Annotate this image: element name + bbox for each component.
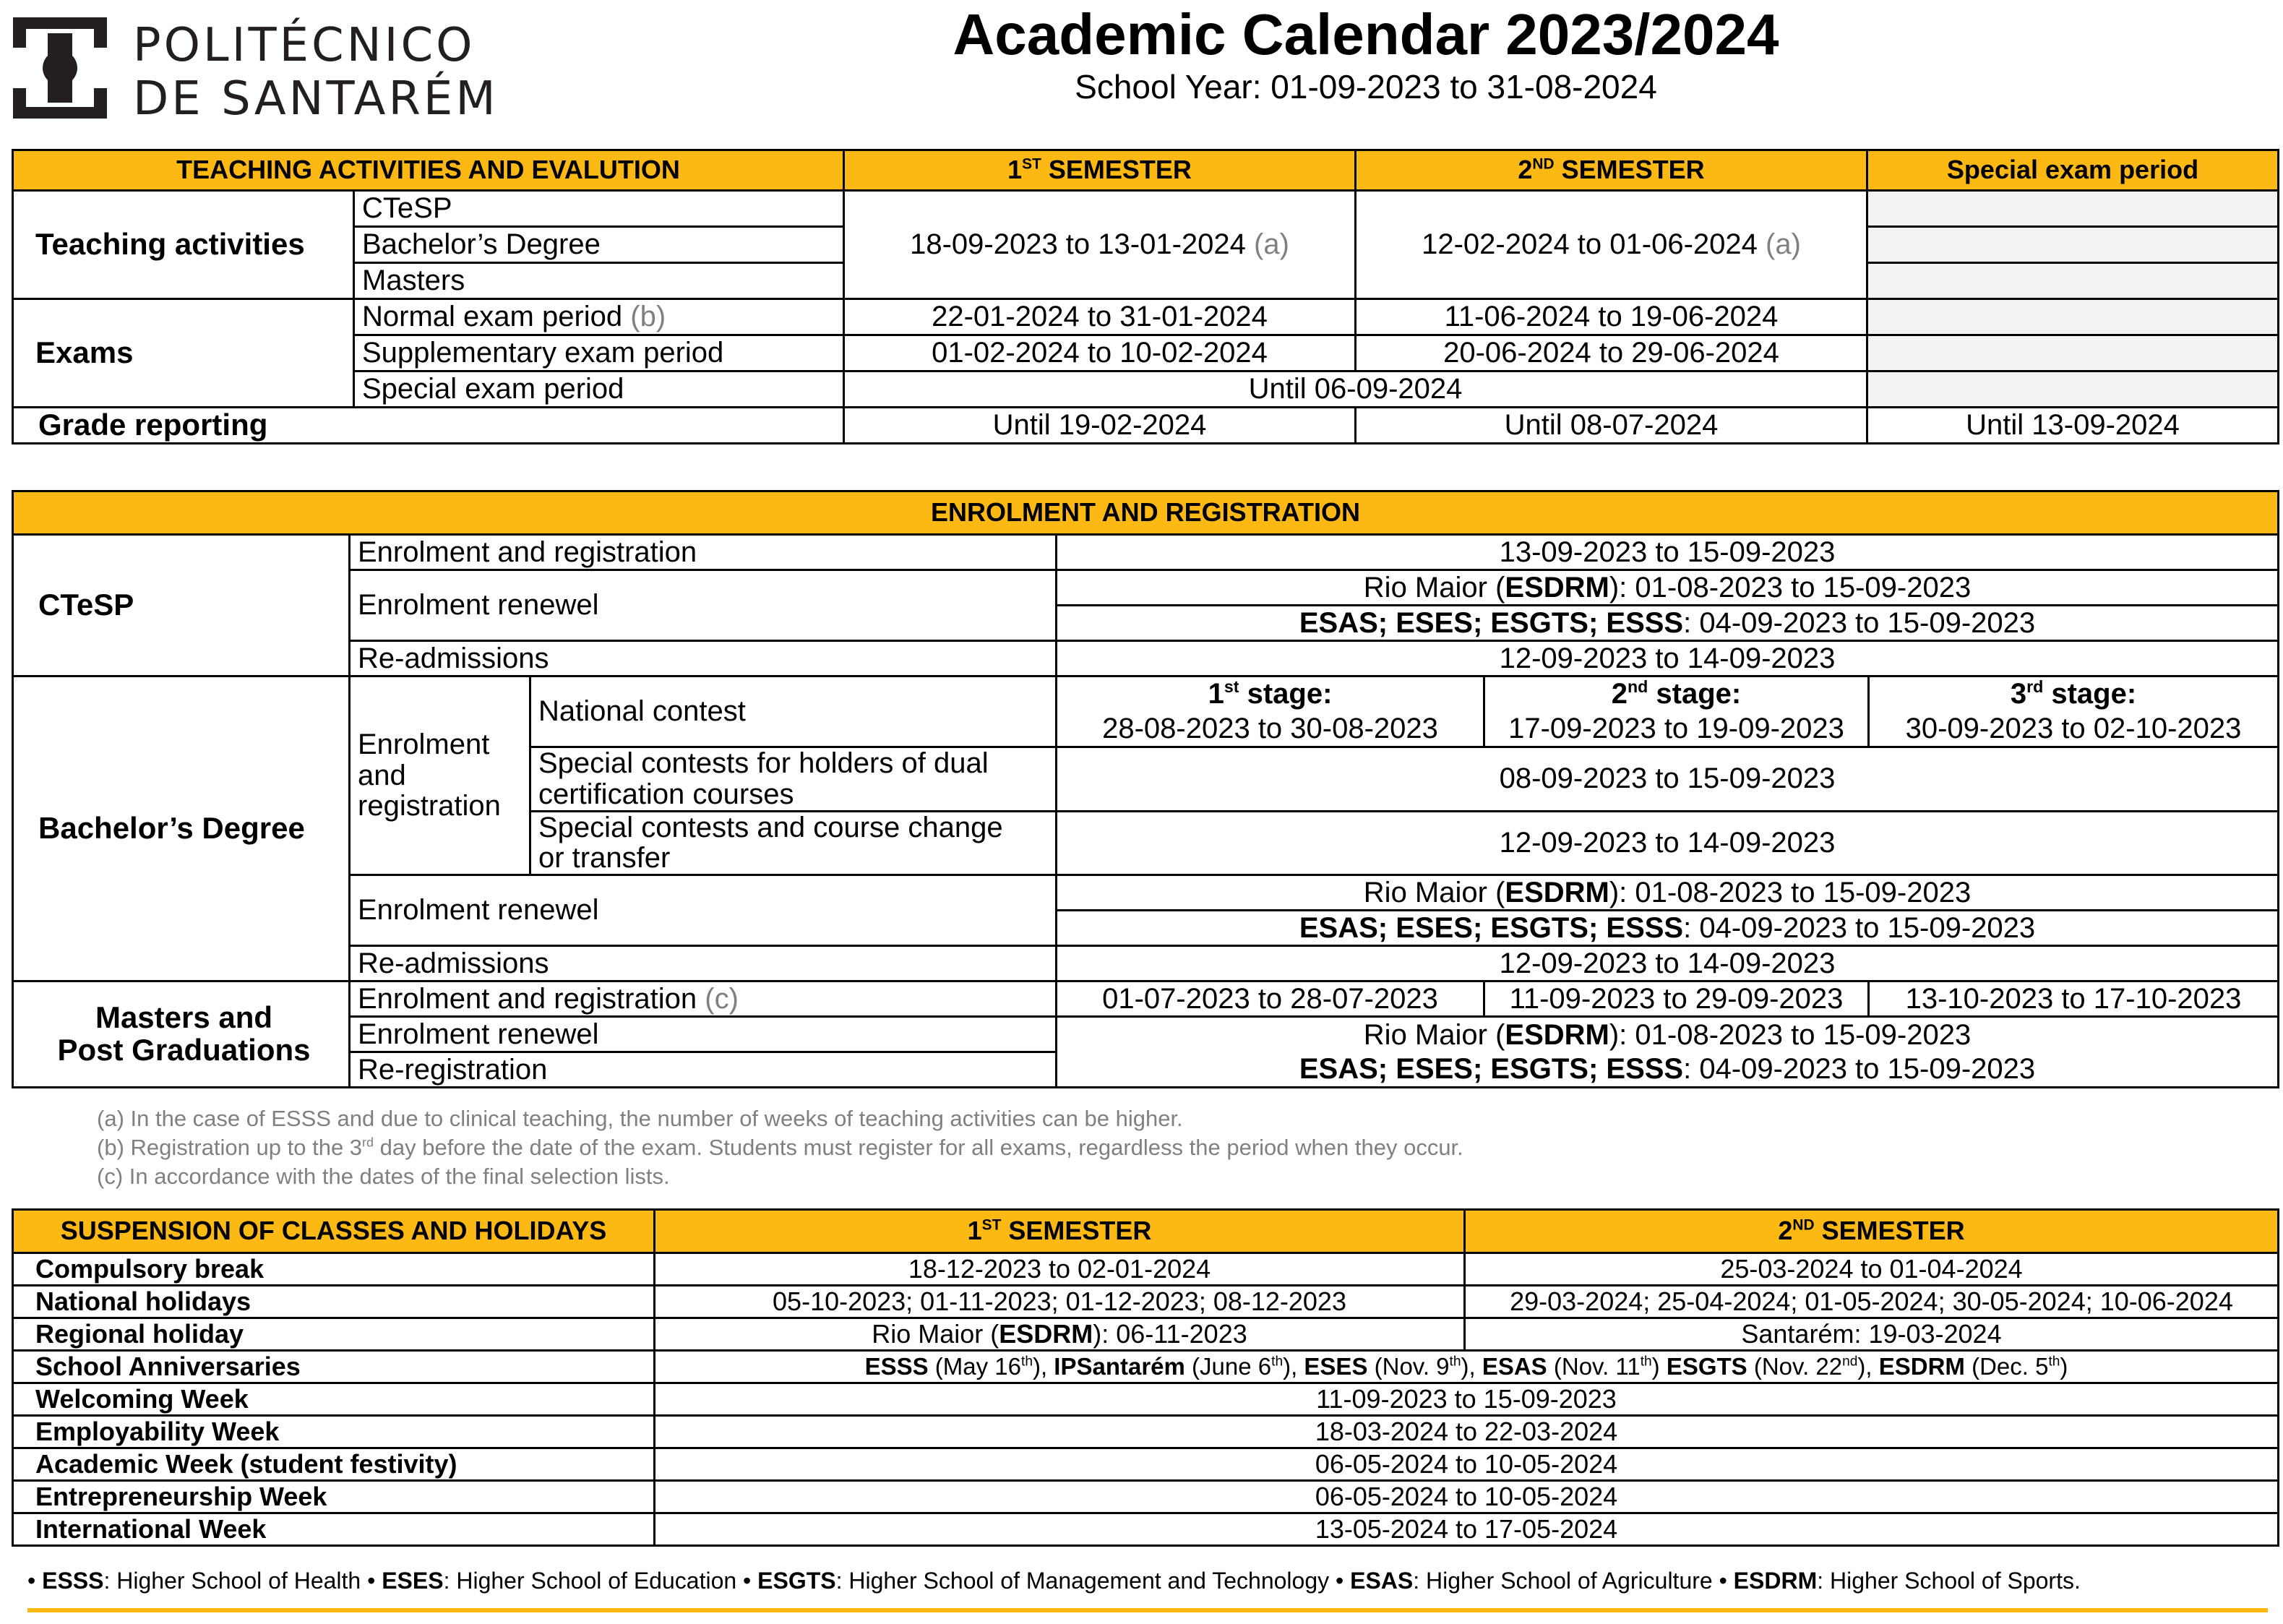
- header-teaching-activities: TEACHING ACTIVITIES AND EVALUTION: [13, 150, 844, 191]
- bachelor-renewal-label: Enrolment renewel: [350, 875, 1057, 946]
- special-change-label: Special contests and course change or transfer: [530, 811, 1057, 875]
- regional-holiday-sem1: Rio Maior (ESDRM): 06-11-2023: [655, 1318, 1465, 1351]
- table-row: [13, 1351, 2279, 1383]
- compulsory-break-sem1: 18-12-2023 to 02-01-2024: [655, 1253, 1465, 1286]
- entrepreneurship-week-label: Entrepreneurship Week: [13, 1481, 655, 1513]
- table-row: [13, 1052, 2279, 1088]
- regional-holiday-label: Regional holiday: [13, 1318, 655, 1351]
- regional-holiday-sem2: Santarém: 19-03-2024: [1465, 1318, 2279, 1351]
- reregistration-label: Re-registration: [350, 1052, 1057, 1088]
- renewal-rio-maior: Rio Maior (ESDRM): 01-08-2023 to 15-09-2023: [1057, 570, 2279, 606]
- table-row: [13, 570, 2279, 606]
- anniversaries-value: ESSS (May 16th), IPSantarém (June 6th), ESES (Nov. 9th), ESAS (Nov. 11th) ESGTS (Nov. 22nd), ESDRM (Dec. 5th): [655, 1351, 2279, 1383]
- welcoming-week-label: Welcoming Week: [13, 1383, 655, 1416]
- header-1st-semester: 1ST SEMESTER: [844, 150, 1356, 191]
- table-row: [13, 408, 2279, 444]
- ctesp-label: CTeSP: [13, 535, 350, 676]
- masters-enrol-3: 13-10-2023 to 17-10-2023: [1869, 981, 2279, 1017]
- masters-renewal-label: Enrolment renewel: [350, 1017, 1057, 1052]
- academic-week-label: Academic Week (student festivity): [13, 1448, 655, 1481]
- header-enrolment: ENROLMENT AND REGISTRATION: [13, 491, 2279, 535]
- ctesp-enrol-dates: 13-09-2023 to 15-09-2023: [1057, 535, 2279, 570]
- normal-exam-sem1: 22-01-2024 to 31-01-2024: [844, 299, 1356, 335]
- bullet-icon: •: [27, 1568, 36, 1594]
- welcoming-week-dates: 11-09-2023 to 15-09-2023: [655, 1383, 2279, 1416]
- program-bachelor: Bachelor’s Degree: [354, 227, 844, 263]
- national-holidays-label: National holidays: [13, 1286, 655, 1318]
- international-week-label: International Week: [13, 1513, 655, 1546]
- school-abbreviations-legend: • ESSS: Higher School of Health • ESES: Higher School of Education • ESGTS: Higher School of Management and Technology • ESAS: Higher School of Agriculture • ESDRM: Higher School of Sports.: [27, 1568, 2081, 1594]
- header-special-exam-period: Special exam period: [1867, 150, 2279, 191]
- national-holidays-sem1: 05-10-2023; 01-11-2023; 01-12-2023; 08-12-2023: [655, 1286, 1465, 1318]
- readmissions-label: Re-admissions: [350, 641, 1057, 676]
- teaching-activities-label: Teaching activities: [13, 191, 354, 299]
- employability-week-label: Employability Week: [13, 1416, 655, 1448]
- institution-name-line2: DE SANTARÉM: [133, 72, 499, 126]
- national-holidays-sem2: 29-03-2024; 25-04-2024; 01-05-2024; 30-05-2024; 10-06-2024: [1465, 1286, 2279, 1318]
- header-2nd-semester: 2ND SEMESTER: [1465, 1210, 2279, 1253]
- note-c: (c) In accordance with the dates of the final selection lists.: [97, 1164, 670, 1189]
- table-row: [13, 1513, 2279, 1546]
- special-dual-label: Special contests for holders of dual certification courses: [530, 747, 1057, 812]
- note-b: (b) Registration up to the 3rd day before the date of the exam. Students must register for all exams, regardless the period when they occur.: [97, 1135, 1463, 1160]
- masters-enrol-label: Enrolment and registration (c): [350, 981, 1057, 1017]
- masters-label: Masters and Post Graduations: [13, 981, 350, 1088]
- bullet-icon: •: [1719, 1568, 1727, 1594]
- stage-1-label: 1st stage:: [1057, 676, 1484, 712]
- normal-exam-label: Normal exam period (b): [354, 299, 844, 335]
- renewal-label: Enrolment renewel: [350, 570, 1057, 641]
- empty-cell: [1867, 263, 2279, 299]
- table-row: [13, 1017, 2279, 1052]
- readmission-dates: 12-09-2023 to 14-09-2023: [1057, 641, 2279, 676]
- empty-cell: [1867, 191, 2279, 227]
- empty-cell: [1867, 371, 2279, 408]
- supplementary-exam-sem2: 20-06-2024 to 29-06-2024: [1356, 335, 1867, 371]
- grade-sem2: Until 08-07-2024: [1356, 408, 1867, 444]
- international-week-dates: 13-05-2024 to 17-05-2024: [655, 1513, 2279, 1546]
- anniversaries-label: School Anniversaries: [13, 1351, 655, 1383]
- table-row: [13, 875, 2279, 911]
- supplementary-exam-sem1: 01-02-2024 to 10-02-2024: [844, 335, 1356, 371]
- empty-cell: [1867, 227, 2279, 263]
- table-header-row: [13, 150, 2279, 191]
- table-header-row: [13, 491, 2279, 535]
- bullet-icon: •: [367, 1568, 376, 1594]
- table-row: [13, 191, 2279, 227]
- grade-reporting-label: Grade reporting: [13, 408, 844, 444]
- teaching-activities-table: [12, 149, 2279, 444]
- masters-renewal-rio-maior: Rio Maior (ESDRM): 01-08-2023 to 15-09-2023: [1057, 1017, 2279, 1052]
- table-row: [13, 676, 2279, 712]
- school-year: School Year: 01-09-2023 to 31-08-2024: [1075, 68, 1657, 106]
- stage-2-dates: 17-09-2023 to 19-09-2023: [1484, 712, 1869, 747]
- exams-label: Exams: [13, 299, 354, 408]
- politecnico-logo-icon: [13, 17, 107, 119]
- page-title: Academic Calendar 2023/2024: [953, 2, 1779, 66]
- compulsory-break-sem2: 25-03-2024 to 01-04-2024: [1465, 1253, 2279, 1286]
- masters-enrol-1: 01-07-2023 to 28-07-2023: [1057, 981, 1484, 1017]
- special-dual-dates: 08-09-2023 to 15-09-2023: [1057, 747, 2279, 812]
- renewal-others: ESAS; ESES; ESGTS; ESSS: 04-09-2023 to 15-09-2023: [1057, 606, 2279, 641]
- table-row: [13, 1253, 2279, 1286]
- holidays-table: [12, 1208, 2279, 1547]
- footnotes: [97, 1104, 1463, 1191]
- enrolment-table: [12, 490, 2279, 1088]
- table-row: [13, 535, 2279, 570]
- empty-cell: [1867, 335, 2279, 371]
- empty-cell: [1867, 299, 2279, 335]
- national-contest-label: National contest: [530, 676, 1057, 747]
- teaching-sem1: 18-09-2023 to 13-01-2024 (a): [844, 191, 1356, 299]
- bachelor-renewal-others: ESAS; ESES; ESGTS; ESSS: 04-09-2023 to 15-09-2023: [1057, 911, 2279, 946]
- header-2nd-semester: 2ND SEMESTER: [1356, 150, 1867, 191]
- bachelor-readmission-dates: 12-09-2023 to 14-09-2023: [1057, 946, 2279, 981]
- table-row: [13, 1383, 2279, 1416]
- bullet-icon: •: [743, 1568, 752, 1594]
- special-exam-label: Special exam period: [354, 371, 844, 408]
- bachelor-label: Bachelor’s Degree: [13, 676, 350, 981]
- masters-enrol-2: 11-09-2023 to 29-09-2023: [1484, 981, 1869, 1017]
- table-row: [13, 946, 2279, 981]
- footer-divider: [27, 1608, 2268, 1612]
- special-exam-date: Until 06-09-2024: [844, 371, 1867, 408]
- table-row: [13, 1286, 2279, 1318]
- stage-3-label: 3rd stage:: [1869, 676, 2279, 712]
- special-change-dates: 12-09-2023 to 14-09-2023: [1057, 811, 2279, 875]
- institution-name: [133, 19, 499, 126]
- entrepreneurship-week-dates: 06-05-2024 to 10-05-2024: [655, 1481, 2279, 1513]
- header-1st-semester: 1ST SEMESTER: [655, 1210, 1465, 1253]
- stage-1-dates: 28-08-2023 to 30-08-2023: [1057, 712, 1484, 747]
- compulsory-break-label: Compulsory break: [13, 1253, 655, 1286]
- grade-special: Until 13-09-2024: [1867, 408, 2279, 444]
- table-row: [13, 1416, 2279, 1448]
- enrol-reg-label: Enrolment and registration: [350, 535, 1057, 570]
- program-ctesp: CTeSP: [354, 191, 844, 227]
- table-row: [13, 981, 2279, 1017]
- normal-exam-sem2: 11-06-2024 to 19-06-2024: [1356, 299, 1867, 335]
- enrol-reg-label-stacked: Enrolment and registration: [350, 676, 530, 875]
- table-row: [13, 299, 2279, 335]
- teaching-sem2: 12-02-2024 to 01-06-2024 (a): [1356, 191, 1867, 299]
- stage-3-dates: 30-09-2023 to 02-10-2023: [1869, 712, 2279, 747]
- program-masters: Masters: [354, 263, 844, 299]
- masters-renewal-others: ESAS; ESES; ESGTS; ESSS: 04-09-2023 to 15-09-2023: [1057, 1052, 2279, 1088]
- table-header-row: [13, 1210, 2279, 1253]
- bullet-icon: •: [1336, 1568, 1344, 1594]
- note-a: (a) In the case of ESSS and due to clinical teaching, the number of weeks of teaching activities can be higher.: [97, 1106, 1183, 1131]
- grade-sem1: Until 19-02-2024: [844, 408, 1356, 444]
- employability-week-dates: 18-03-2024 to 22-03-2024: [655, 1416, 2279, 1448]
- stage-2-label: 2nd stage:: [1484, 676, 1869, 712]
- table-row: [13, 1448, 2279, 1481]
- bachelor-renewal-rio-maior: Rio Maior (ESDRM): 01-08-2023 to 15-09-2023: [1057, 875, 2279, 911]
- table-row: [13, 641, 2279, 676]
- header-holidays: SUSPENSION OF CLASSES AND HOLIDAYS: [13, 1210, 655, 1253]
- table-row: [13, 1481, 2279, 1513]
- academic-week-dates: 06-05-2024 to 10-05-2024: [655, 1448, 2279, 1481]
- supplementary-exam-label: Supplementary exam period: [354, 335, 844, 371]
- table-row: [13, 1318, 2279, 1351]
- institution-name-line1: POLITÉCNICO: [133, 19, 476, 72]
- bachelor-readmissions-label: Re-admissions: [350, 946, 1057, 981]
